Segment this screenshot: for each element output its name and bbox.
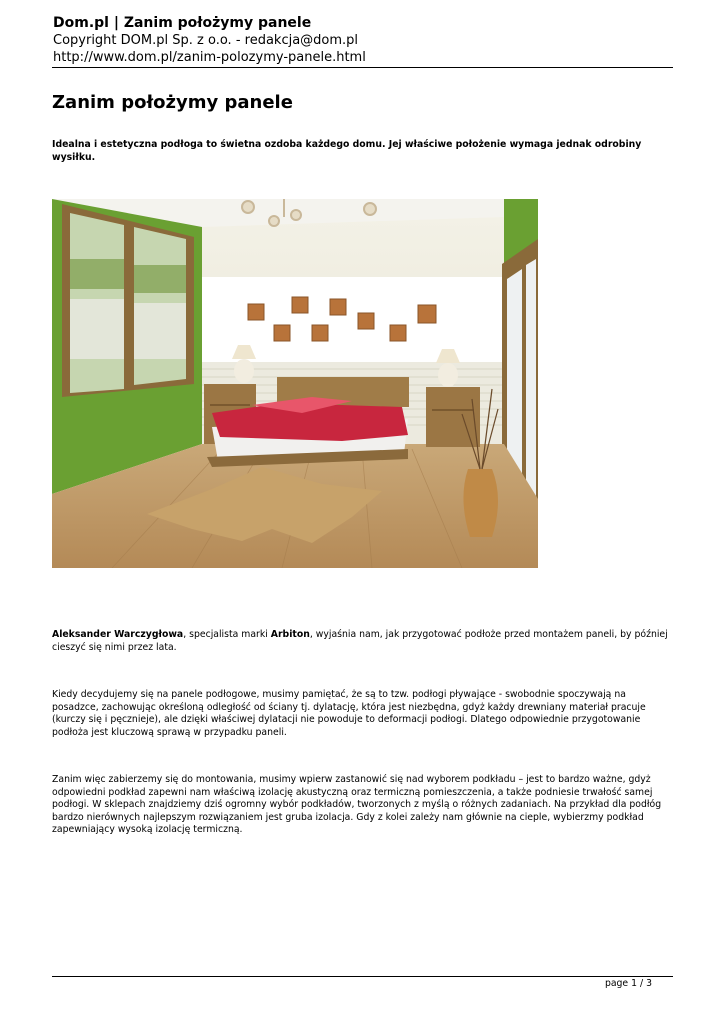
copyright-line: Copyright DOM.pl Sp. z o.o. - redakcja@dom.pl xyxy=(53,33,359,48)
article-lead: Idealna i estetyczna podłoga to świetna ozdoba każdego domu. Jej właściwe położenie wymaga jednak odrobiny wysiłku. xyxy=(52,139,642,163)
paragraph-dylatacja: Kiedy decydujemy się na panele podłogowe, musimy pamiętać, że są to tzw. podłogi pływające - swobodnie spoczywają na posadzce, zachowując określoną odległość od ściany tj. dylatację, która jest niezbędna, gdyż każdy drewniany materiał pracuje (kurczy się i pęcznieje), ale dzięki właściwej dylatacji nie powoduje to deformacji podłogi. Dlatego odpowiednie przygotowanie podłoża jest kluczową sprawą w przypadku paneli. xyxy=(52,689,646,738)
site-title: Dom.pl | Zanim położymy panele xyxy=(53,15,312,31)
article-title: Zanim położymy panele xyxy=(52,92,293,113)
document-header xyxy=(53,14,673,66)
intro-text-a: , specjalista marki xyxy=(183,629,271,640)
brand-name: Arbiton xyxy=(270,629,310,640)
header-divider xyxy=(52,67,673,68)
paragraph-podklad: Zanim więc zabierzemy się do montowania, musimy wpierw zastanowić się nad wyborem podkładu – jest to bardzo ważne, gdyż odpowiedni podkład zapewni nam właściwą izolację akustyczną oraz termiczną pomieszczenia, a także podniesie trwałość samej podłogi. W sklepach znajdziemy dziś ogromny wybór podkładów, tworzonych z myślą o różnych zadaniach. Na przykład dla podłóg bardzo nierównych najlepszym rozwiązaniem jest gruba izolacja. Gdy z kolei zależy nam głównie na cieple, wybierzmy podkład zapewniający wysoką izolację termiczną. xyxy=(52,774,662,835)
bedroom-illustration xyxy=(52,199,538,568)
source-url[interactable]: http://www.dom.pl/zanim-polozymy-panele.html xyxy=(53,50,366,65)
paragraph-intro xyxy=(52,629,674,654)
bedroom-photo xyxy=(52,199,538,568)
intro-text-b: , wyjaśnia nam, jak przygotować podłoże przed montażem paneli, by później cieszyć się nimi przez lata. xyxy=(52,629,668,653)
footer-divider xyxy=(52,976,673,977)
page-indicator: page 1 / 3 xyxy=(604,978,652,989)
author-name: Aleksander Warczygłowa xyxy=(52,629,184,640)
